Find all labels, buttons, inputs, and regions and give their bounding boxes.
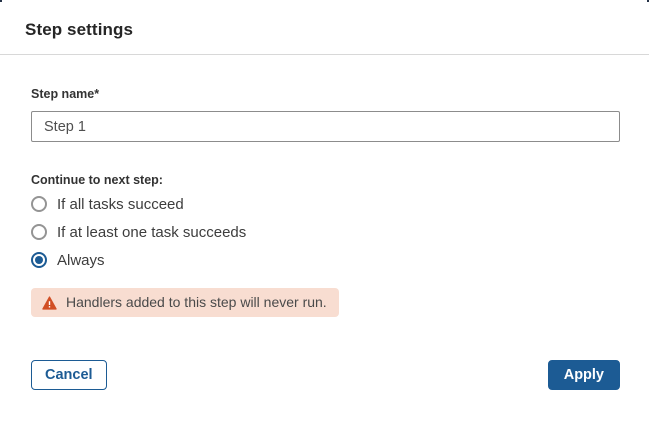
dialog-header bbox=[0, 0, 649, 39]
header-divider bbox=[0, 54, 649, 55]
continue-group-label: Continue to next step: bbox=[31, 173, 163, 187]
warning-triangle-icon bbox=[42, 296, 57, 310]
radio-option-all-tasks-succeed[interactable] bbox=[31, 190, 620, 218]
radio-option-label: If at least one task succeeds bbox=[57, 223, 247, 241]
step-name-label: Step name* bbox=[31, 87, 100, 101]
step-name-input[interactable] bbox=[31, 111, 620, 142]
cancel-button[interactable]: Cancel bbox=[31, 360, 107, 390]
radio-button-icon[interactable] bbox=[31, 252, 47, 268]
radio-option-label: If all tasks succeed bbox=[57, 195, 184, 213]
dialog-body bbox=[0, 86, 649, 317]
dialog-title: Step settings bbox=[25, 20, 134, 39]
radio-option-label: Always bbox=[57, 251, 105, 269]
warning-text: Handlers added to this step will never run. bbox=[66, 294, 327, 310]
backdrop-corner-left bbox=[0, 0, 2, 2]
warning-alert bbox=[31, 288, 339, 317]
radio-option-always[interactable] bbox=[31, 246, 620, 274]
continue-radio-group bbox=[31, 190, 620, 274]
dialog-footer bbox=[0, 360, 649, 390]
radio-button-icon[interactable] bbox=[31, 196, 47, 212]
radio-button-icon[interactable] bbox=[31, 224, 47, 240]
radio-option-one-task-succeeds[interactable] bbox=[31, 218, 620, 246]
apply-button[interactable]: Apply bbox=[548, 360, 620, 390]
